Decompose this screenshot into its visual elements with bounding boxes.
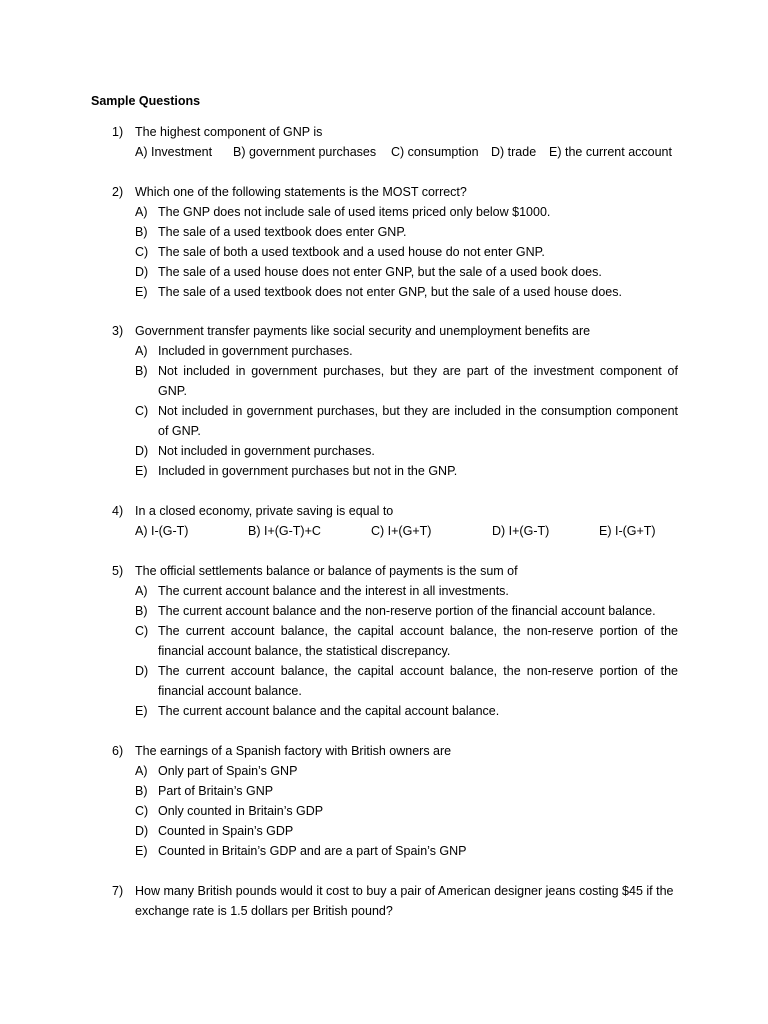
option-label: A) (135, 764, 148, 778)
option-text: Only counted in Britain’s GDP (158, 804, 324, 818)
option-label: C) (135, 804, 149, 818)
question-6 (112, 741, 682, 861)
option-c (135, 801, 678, 821)
option-text: The current account balance and the capital account balance. (158, 704, 500, 718)
option-a (135, 761, 678, 781)
option-label: D) (135, 664, 149, 678)
question-7 (112, 881, 682, 921)
option-c (135, 401, 678, 441)
option-e: E) I-(G+T) (599, 524, 656, 538)
option-label: B) (135, 364, 148, 378)
question-number: 4) (112, 504, 124, 518)
option-a (135, 341, 678, 361)
option-b (135, 361, 678, 401)
option-text: The sale of a used textbook does not enter GNP, but the sale of a used house does. (158, 285, 622, 299)
question-4 (112, 501, 682, 541)
options-list (135, 761, 678, 861)
option-b: B) government purchases (233, 145, 377, 159)
option-label: C) (135, 404, 149, 418)
option-text: Included in government purchases but not in the GNP. (158, 464, 458, 478)
option-b (135, 781, 678, 801)
option-text: Not included in government purchases. (158, 444, 375, 458)
question-3 (112, 321, 682, 481)
option-label: D) (135, 444, 149, 458)
option-text: The current account balance and the interest in all investments. (158, 584, 509, 598)
question-text-line-2: exchange rate is 1.5 dollars per British pound? (135, 904, 393, 918)
option-d: D) trade (491, 145, 537, 159)
options-list (135, 341, 678, 481)
option-c (135, 621, 678, 661)
option-text: The current account balance and the non-reserve portion of the financial account balance. (158, 604, 656, 618)
option-text: Counted in Britain’s GDP and are a part of Spain’s GNP (158, 844, 467, 858)
option-a (135, 202, 678, 222)
question-text: The official settlements balance or balance of payments is the sum of (135, 564, 518, 578)
option-d (135, 262, 678, 282)
option-label: E) (135, 704, 148, 718)
page-title: Sample Questions (91, 94, 201, 108)
options-list (135, 202, 678, 302)
option-text: Part of Britain’s GNP (158, 784, 274, 798)
option-a (135, 581, 678, 601)
question-text: In a closed economy, private saving is equal to (135, 504, 394, 518)
option-d (135, 441, 678, 461)
question-2 (112, 182, 682, 302)
option-a: A) Investment (135, 145, 213, 159)
options-list (135, 581, 678, 721)
question-number: 6) (112, 744, 124, 758)
option-label: C) (135, 245, 149, 259)
option-e (135, 282, 678, 302)
option-label: B) (135, 604, 148, 618)
option-label: E) (135, 844, 148, 858)
option-label: A) (135, 584, 148, 598)
option-d (135, 821, 678, 841)
question-text: Government transfer payments like social security and unemployment benefits are (135, 324, 591, 338)
option-text: The GNP does not include sale of used items priced only below $1000. (158, 205, 551, 219)
option-label: B) (135, 225, 148, 239)
option-label: D) (135, 265, 149, 279)
option-c: C) I+(G+T) (371, 524, 432, 538)
option-label: D) (135, 824, 149, 838)
option-e: E) the current account (549, 145, 672, 159)
question-number: 5) (112, 564, 124, 578)
option-text: Only part of Spain’s GNP (158, 764, 298, 778)
option-b (135, 601, 678, 621)
option-label: C) (135, 624, 149, 638)
option-e (135, 841, 678, 861)
option-text: The current account balance, the capital account balance, the non-reserve portion of the financial account balance. (158, 664, 678, 698)
question-5 (112, 561, 682, 721)
option-text: Not included in government purchases, but they are included in the consumption component of GNP. (158, 404, 678, 438)
option-label: B) (135, 784, 148, 798)
option-text: The sale of both a used textbook and a used house do not enter GNP. (158, 245, 545, 259)
option-label: A) (135, 205, 148, 219)
option-text: The current account balance, the capital account balance, the non-reserve portion of the financial account balance, the statistical discrepancy. (158, 624, 678, 658)
option-a: A) I-(G-T) (135, 524, 189, 538)
inline-options (135, 521, 682, 541)
question-number: 7) (112, 884, 124, 898)
question-number: 2) (112, 185, 124, 199)
question-text: The earnings of a Spanish factory with British owners are (135, 744, 452, 758)
option-text: Not included in government purchases, but they are part of the investment component of GNP. (158, 364, 678, 398)
option-text: Included in government purchases. (158, 344, 353, 358)
option-label: E) (135, 285, 148, 299)
option-b: B) I+(G-T)+C (248, 524, 321, 538)
option-text: Counted in Spain’s GDP (158, 824, 294, 838)
question-1 (112, 122, 682, 162)
question-number: 3) (112, 324, 124, 338)
option-e (135, 701, 678, 721)
option-text: The sale of a used house does not enter GNP, but the sale of a used book does. (158, 265, 602, 279)
option-d (135, 661, 678, 701)
question-text-line-1: How many British pounds would it cost to buy a pair of American designer jeans costing $45 if the (135, 884, 674, 898)
question-text: Which one of the following statements is the MOST correct? (135, 185, 467, 199)
question-text: The highest component of GNP is (135, 125, 323, 139)
option-c: C) consumption (391, 145, 479, 159)
inline-options (135, 142, 682, 162)
option-c (135, 242, 678, 262)
option-b (135, 222, 678, 242)
option-label: A) (135, 344, 148, 358)
option-label: E) (135, 464, 148, 478)
option-d: D) I+(G-T) (492, 524, 550, 538)
question-number: 1) (112, 125, 124, 139)
option-e (135, 461, 678, 481)
option-text: The sale of a used textbook does enter GNP. (158, 225, 407, 239)
